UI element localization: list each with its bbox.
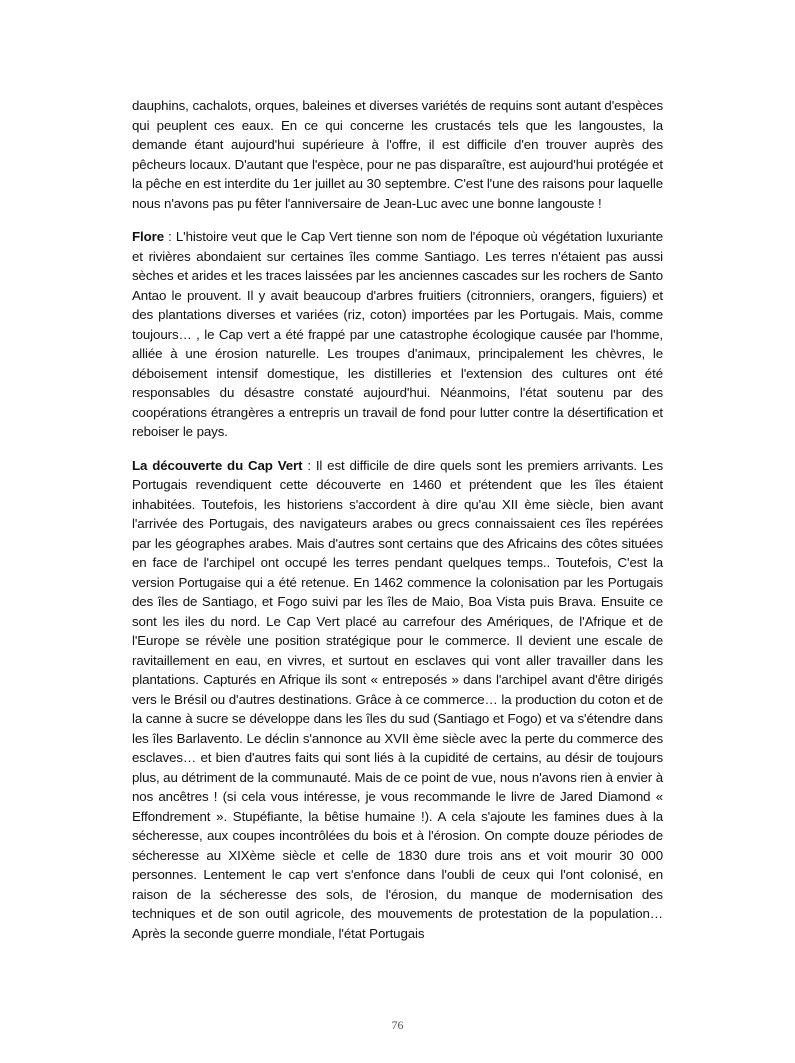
- paragraph-text: : L'histoire veut que le Cap Vert tienne son nom de l'époque où végétation luxuriante et rivières abondaient sur certaines îles comme Santiago. Les terres n'étaient pas aussi sèches et arides et les traces laissées par les anciennes cascades sur les rochers de Santo Antao le prouvent. Il y avait beaucoup d'arbres fruitiers (citronniers, orangers, figuiers) et des plantations diverses et variées (riz, coton) importées par les Portugais. Mais, comme toujours… , le Cap vert a été frappé par une catastrophe écologique causée par l'homme, alliée à une érosion naturelle. Les troupes d'animaux, principalement les chèvres, le déboisement intensif domestique, les distilleries et l'extension des cultures ont été responsables du désastre constaté aujourd'hui. Néanmoins, l'état soutenu par des coopérations étrangères a entrepris un travail de fond pour lutter contre la désertification et reboiser le pays.: [132, 229, 663, 439]
- page-number: 76: [391, 1018, 404, 1032]
- paragraph-text: dauphins, cachalots, orques, baleines et diverses variétés de requins sont autant d'espèces qui peuplent ces eaux. En ce qui concerne les crustacés tels que les langoustes, la demande étant aujourd'hui supérieure à l'offre, il est difficile d'en trouver auprès des pêcheurs locaux. D'autant que l'espèce, pour ne pas disparaître, est aujourd'hui protégée et la pêche en est interdite du 1er juillet au 30 septembre. C'est l'une des raisons pour laquelle nous n'avons pas pu fêter l'anniversaire de Jean-Luc avec une bonne langouste !: [132, 98, 663, 211]
- document-body: [132, 96, 663, 957]
- paragraph-text: : Il est difficile de dire quels sont les premiers arrivants. Les Portugais revendiquent cette découverte en 1460 et prétendent que les îles étaient inhabitées. Toutefois, les historiens s'accordent à dire qu'au XII ème siècle, bien avant l'arrivée des Portugais, des navigateurs arabes ou grecs connaissaient ces îles repérées par les géographes arabes. Mais d'autres sont certains que des Africains des côtes situées en face de l'archipel ont occupé les terres pendant quelques temps.. Toutefois, C'est la version Portugaise qui a été retenue. En 1462 commence la colonisation par les Portugais des îles de Santiago, et Fogo suivi par les îles de Maio, Boa Vista puis Brava. Ensuite ce sont les iles du nord. Le Cap Vert placé au carrefour des Amériques, de l'Afrique et de l'Europe se révèle une position stratégique pour le commerce. Il devient une escale de ravitaillement en eau, en vivres, et surtout en esclaves qui vont aller travailler dans les plantations. Capturés en Afrique ils sont « entreposés » dans l'archipel avant d'être dirigés vers le Brésil ou d'autres destinations. Grâce à ce commerce… la production du coton et de la canne à sucre se développe dans les îles du sud (Santiago et Fogo) et va s'étendre dans les îles Barlavento. Le déclin s'annonce au XVII ème siècle avec la perte du commerce des esclaves… et bien d'autres faits qui sont liés à la cupidité de certains, au désir de toujours plus, au détriment de la communauté. Mais de ce point de vue, nous n'avons rien à envier à nos ancêtres ! (si cela vous intéresse, je vous recommande le livre de Jared Diamond « Effondrement ». Stupéfiante, la bêtise humaine !). A cela s'ajoute les famines dues à la sécheresse, aux coupes incontrôlées du bois et à l'érosion. On compte douze périodes de sécheresse au XIXème siècle et celle de 1830 dure trois ans et voit mourir 30 000 personnes. Lentement le cap vert s'enfonce dans l'oubli de ceux qui l'ont colonisé, en raison de la sécheresse des sols, de l'érosion, du manque de modernisation des techniques et de son outil agricole, des mouvements de protestation de la population… Après la seconde guerre mondiale, l'état Portugais: [132, 457, 663, 941]
- paragraph-flore: [132, 227, 663, 442]
- section-heading-flore: Flore: [132, 229, 165, 244]
- section-heading-decouverte: La découverte du Cap Vert: [132, 457, 303, 473]
- paragraph-decouverte: [132, 456, 663, 944]
- paragraph-fauna-continued: [132, 96, 663, 213]
